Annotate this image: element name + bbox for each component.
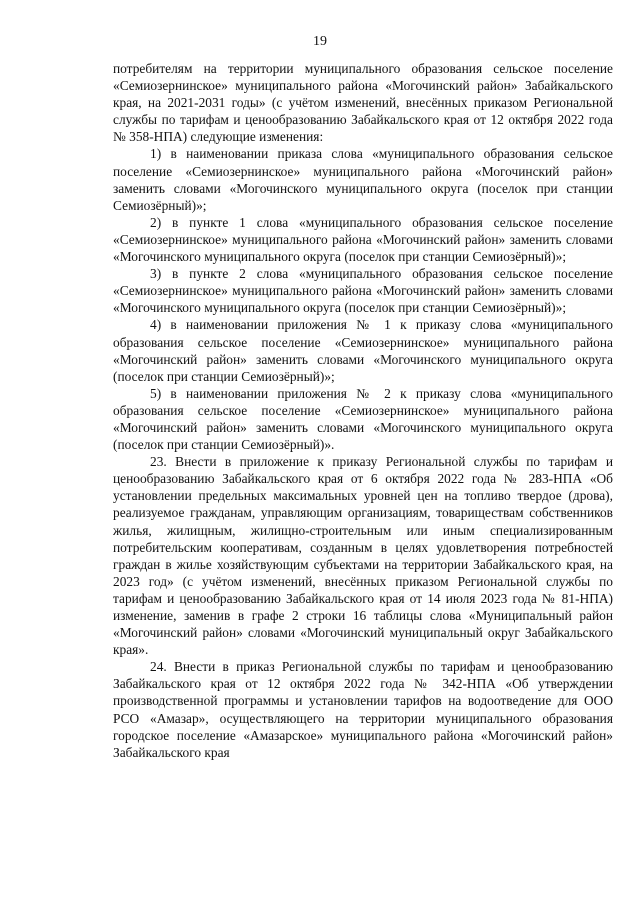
paragraph-item-5: 5) в наименовании приложения № 2 к приказу слова «муниципального образования сельское поселение «Семиозернинское» муниципального района «Могочинский район» заменить словами «Могочинского муниципального округа (поселок при станции Семиозёрный)». — [113, 385, 613, 453]
paragraph-continuation: потребителям на территории муниципального образования сельское поселение «Семиозернинское» муниципального района «Могочинский район» Забайкальского края, на 2021-2031 годы» (с учётом изменений, внесённых приказом Региональной службы по тарифам и ценообразованию Забайкальского края от 12 октября 2022 года № 358-НПА) следующие изменения: — [113, 61, 613, 145]
paragraph-item-4: 4) в наименовании приложения № 1 к приказу слова «муниципального образования сельское поселение «Семиозернинское» муниципального района «Могочинский район» заменить словами «Могочинского муниципального округа (поселок при станции Семиозёрный)»; — [113, 317, 613, 384]
paragraph-item-2: 2) в пункте 1 слова «муниципального образования сельское поселение «Семиозернинское» муниципального района «Могочинский район» заменить словами «Могочинского муниципального округа (поселок при станции Семиозёрный)»; — [113, 214, 613, 265]
paragraph-section-24: 24. Внести в приказ Региональной службы по тарифам и ценообразованию Забайкальского края от 12 октября 2022 года № 342-НПА «Об утверждении производственной программы и установлении тарифов на водоотведение для ООО РСО «Амазар», осуществляющего на территории муниципального образования городское поселение «Амазарское» муниципального района «Могочинский район» Забайкальского края — [113, 659, 613, 760]
document-body — [113, 60, 613, 761]
page-number: 19 — [313, 34, 327, 49]
paragraph-item-1: 1) в наименовании приказа слова «муниципального образования сельское поселение «Семиозернинское» муниципального района «Могочинский район» заменить словами «Могочинского муниципального округа (поселок при станции Семиозёрный)»; — [113, 146, 613, 213]
paragraph-item-3: 3) в пункте 2 слова «муниципального образования сельское поселение «Семиозернинское» муниципального района «Могочинский район» заменить словами «Могочинского муниципального округа (поселок при станции Семиозёрный)»; — [113, 266, 613, 316]
paragraph-section-23: 23. Внести в приложение к приказу Региональной службы по тарифам и ценообразованию Забайкальского края от 6 октября 2022 года № 283-НПА «Об установлении предельных максимальных уровней цен на топливо твердое (дрова), реализуемое гражданам, управляющим организациям, товариществам собственников жилья, жилищным, жилищно-строительным или иным специализированным потребительским кооперативам, созданным в целях удовлетворения потребностей граждан в жилье хозяйствующим субъектами на территории Забайкальского края, на 2023 год» (с учётом изменений, внесённых приказом Региональной службы по тарифам и ценообразованию Забайкальского края от 14 июля 2023 года № 81-НПА) изменение, заменив в графе 2 строки 16 таблицы слова «Муниципальный район «Могочинский район» словами «Могочинский муниципальный округ Забайкальского края». — [113, 454, 613, 658]
